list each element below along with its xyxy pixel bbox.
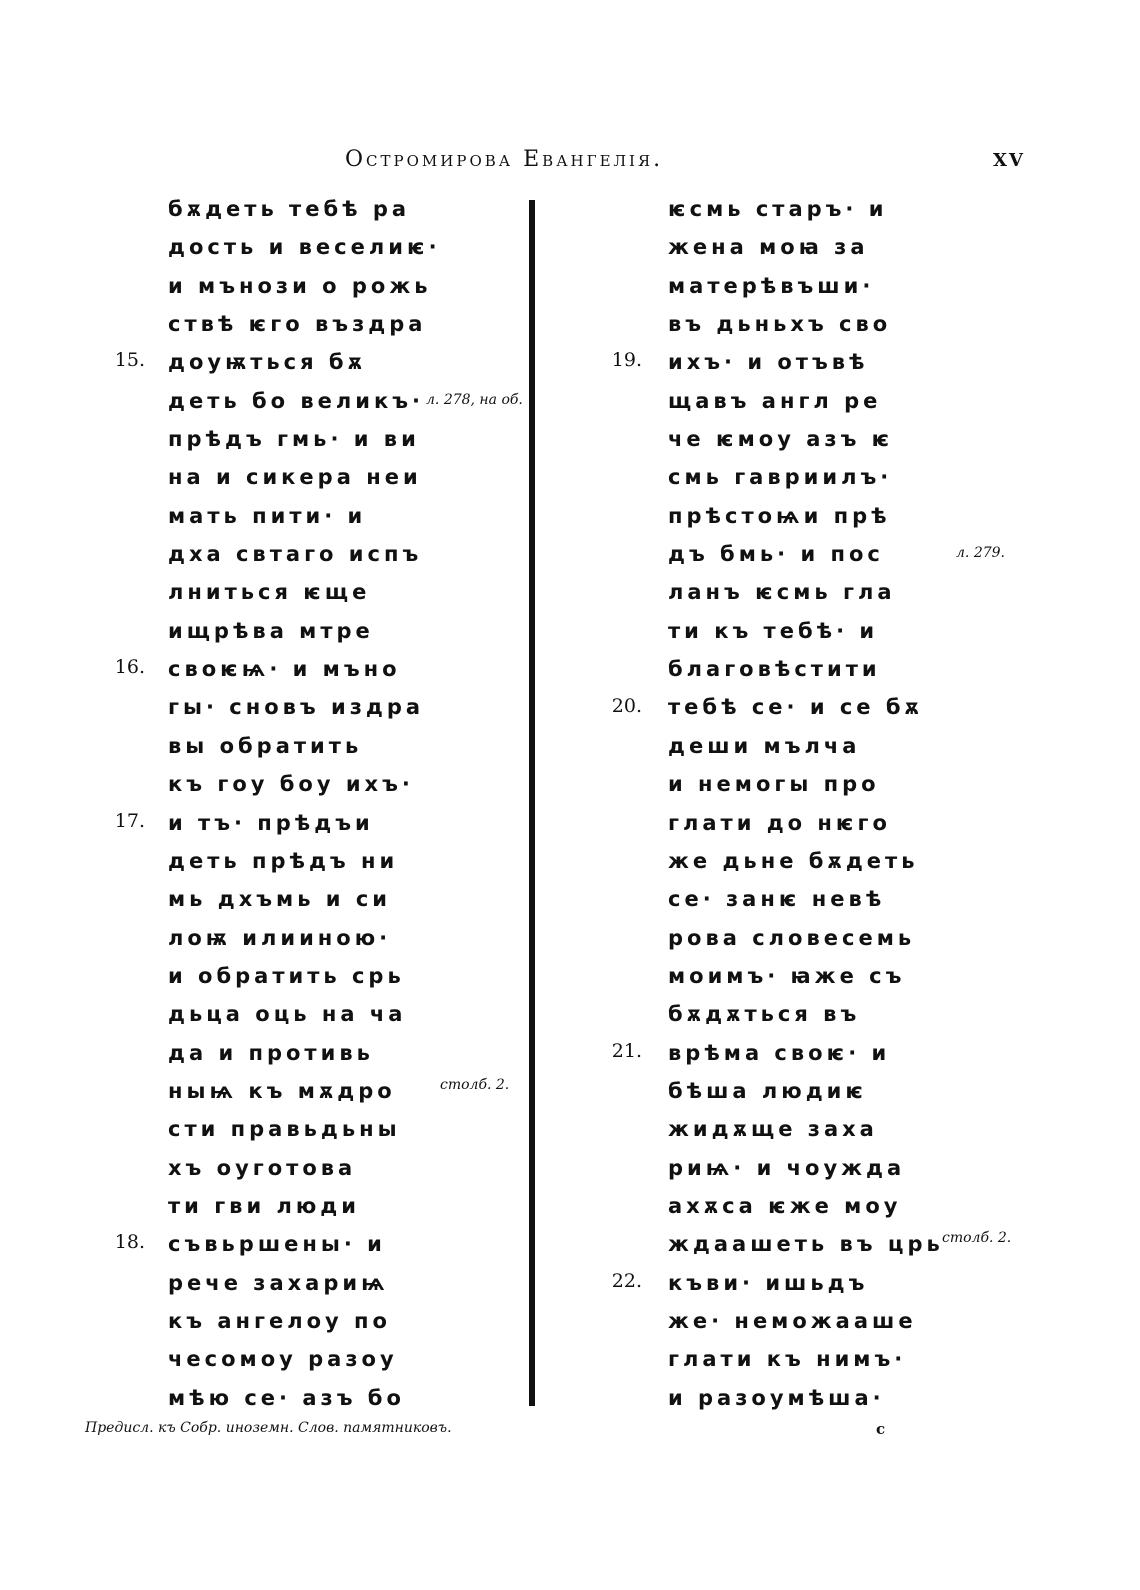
verse-number: 17. (114, 809, 145, 832)
text-line: мѣю се· азъ бо (168, 1385, 405, 1410)
text-line: дъ бмь· и пос (668, 542, 884, 567)
text-line: ищрѣва мтре (168, 618, 374, 643)
left-text-column (168, 190, 441, 1417)
text-line: риѩ· и чоужда (668, 1155, 906, 1180)
text-line: ствѣ ѥго въздра (168, 312, 427, 337)
text-line: и немогы про (668, 772, 880, 797)
text-line: дьца оць на ча (168, 1002, 407, 1027)
verse-number: 19. (611, 349, 642, 372)
verse-number: 16. (114, 656, 145, 679)
text-line: се· занѥ невѣ (668, 887, 886, 912)
text-line: тебѣ се· и се бѫ (668, 695, 923, 720)
footer-note: Предисл. къ Собр. иноземн. Слов. памятниковъ. (85, 1420, 452, 1436)
text-line: деши мълча (668, 733, 861, 758)
verse-number: 21. (611, 1039, 642, 1062)
margin-note-folio-278: л. 278, на об. (426, 392, 523, 408)
text-line: къ ангелоу по (168, 1308, 391, 1333)
text-line: ныѩ къ мѫдро (168, 1078, 396, 1103)
text-line: деть прѣдъ ни (168, 848, 399, 873)
verse-number: 22. (611, 1269, 642, 1292)
page-title: Остромирова Евангелія. (345, 147, 664, 172)
text-line: на и сикера неи (168, 465, 422, 490)
margin-note-folio-279: л. 279. (956, 545, 1005, 561)
margin-note-column-left: столб. 2. (440, 1077, 510, 1093)
text-line: гы· снoвъ издра (168, 695, 425, 720)
text-line: че ѥмоу азъ ѥ (668, 427, 894, 452)
text-line: ихъ· и отъвѣ (668, 350, 869, 375)
text-line: чесомоу разоу (168, 1347, 398, 1372)
column-divider (529, 200, 535, 1406)
signature-mark: c (876, 1420, 886, 1438)
text-line: въ дьньхъ сво (668, 312, 892, 337)
text-line: дость и веселиѥ· (168, 235, 441, 260)
text-line: врѣма своѥ· и (668, 1040, 891, 1065)
text-line: доуѭться бѫ (168, 350, 367, 375)
text-line: ждаашеть въ црь (668, 1232, 944, 1257)
margin-note-column-right: столб. 2. (942, 1230, 1012, 1246)
text-line: же дьне бѫдеть (668, 848, 919, 873)
text-line: рова словесемь (668, 925, 916, 950)
text-line: къ гоу боу ихъ· (168, 772, 414, 797)
text-line: лниться ѥще (168, 580, 371, 605)
text-line: и разоумѣша· (668, 1385, 885, 1410)
page-number: XV (993, 150, 1025, 171)
verse-number: 18. (114, 1231, 145, 1254)
text-line: прѣстоѩи прѣ (668, 503, 891, 528)
text-line: глати до нѥго (668, 810, 891, 835)
text-line: жена моꙗ за (668, 235, 869, 260)
text-line: бѣша людиѥ (668, 1078, 867, 1103)
text-line: рече захариѩ (168, 1270, 389, 1295)
text-line: прѣдъ гмь· и ви (168, 427, 420, 452)
text-line: мь дхъмь и си (168, 887, 391, 912)
text-line: бѫдѫться въ (668, 1002, 861, 1027)
text-line: ти гви люди (168, 1193, 360, 1218)
text-line: моимъ· ꙗже съ (668, 963, 906, 988)
text-line: же· неможааше (668, 1308, 917, 1333)
verse-number: 20. (611, 694, 642, 717)
text-line: хъ оуготова (168, 1155, 357, 1180)
text-line: ахѫса ѥже моу (668, 1193, 902, 1218)
text-line: съвьршены· и (168, 1232, 386, 1257)
text-line: вы обратить (168, 733, 363, 758)
text-line: мать пити· и (168, 503, 367, 528)
text-line: и мънози о рожь (168, 273, 432, 298)
text-line: сти правьдьны (168, 1117, 401, 1142)
text-line: ти къ тебѣ· и (668, 618, 879, 643)
text-line: щавъ англ ре (668, 388, 882, 413)
text-line: бѫдеть тебѣ ра (168, 197, 411, 221)
text-line: и тъ· прѣдъи (168, 810, 374, 835)
text-line: жидѫще заха (668, 1117, 878, 1142)
text-line: дха свтаго испъ (168, 542, 423, 567)
text-line: лоѭ илииною· (168, 925, 392, 950)
text-line: ѥсмь старъ· и (668, 197, 888, 221)
text-line: да и противь (168, 1040, 374, 1065)
text-line: смь гавриилъ· (668, 465, 893, 490)
text-line: и обратить срь (168, 963, 405, 988)
text-line: къви· ишьдъ (668, 1270, 869, 1295)
text-line: деть бо великъ· (168, 388, 425, 413)
text-line: ланъ ѥсмь гла (668, 580, 896, 605)
text-line: благовѣстити (668, 657, 881, 682)
text-line: своѥѩ· и мъно (168, 657, 401, 682)
right-text-column (668, 190, 944, 1417)
text-line: глати къ нимъ· (668, 1347, 907, 1372)
verse-number: 15. (114, 349, 145, 372)
text-line: матерѣвъши· (668, 273, 875, 298)
